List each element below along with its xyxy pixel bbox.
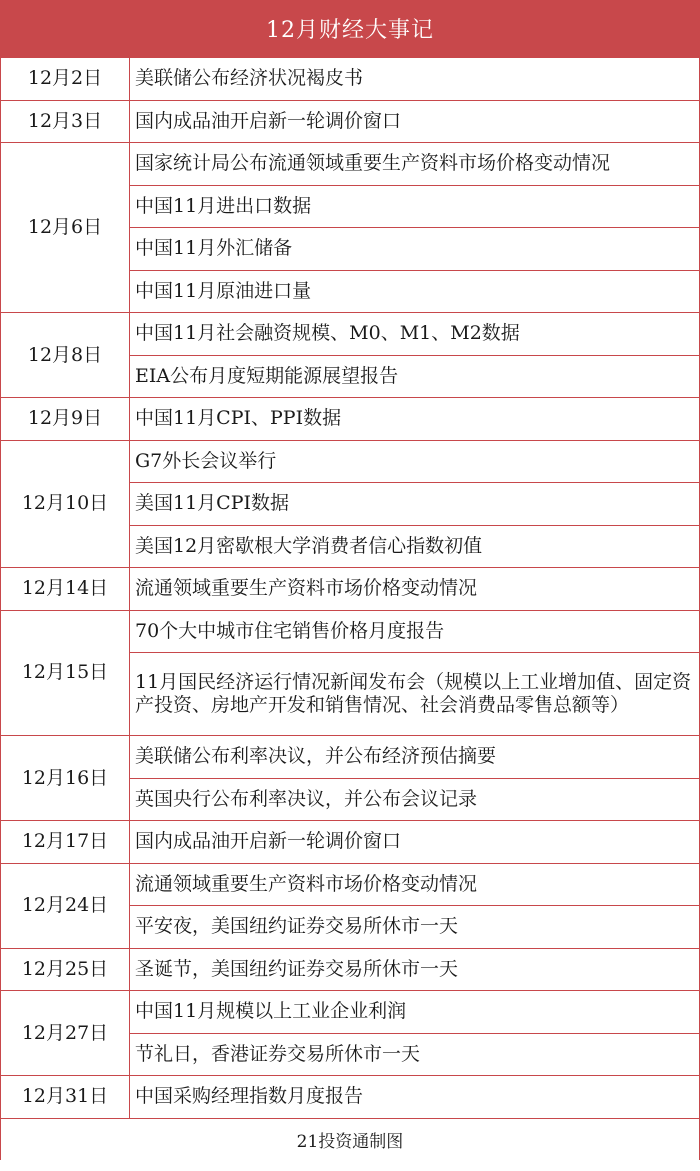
event-cell: 中国11月原油进口量 [130, 270, 700, 313]
event-cell: G7外长会议举行 [130, 440, 700, 483]
events-table-body [1, 58, 700, 1119]
event-cell: 中国11月CPI、PPI数据 [130, 398, 700, 441]
event-cell: 中国11月外汇储备 [130, 228, 700, 271]
event-cell: 11月国民经济运行情况新闻发布会（规模以上工业增加值、固定资产投资、房地产开发和销售情况、社会消费品零售总额等） [130, 653, 700, 736]
table-row [1, 398, 700, 441]
event-cell: 英国央行公布利率决议，并公布会议记录 [130, 778, 700, 821]
event-cell: 国家统计局公布流通领域重要生产资料市场价格变动情况 [130, 143, 700, 186]
table-row [1, 736, 700, 779]
event-cell: 平安夜，美国纽约证券交易所休市一天 [130, 906, 700, 949]
event-cell: 圣诞节，美国纽约证券交易所休市一天 [130, 948, 700, 991]
event-cell: 美联储公布利率决议，并公布经济预估摘要 [130, 736, 700, 779]
event-cell: 70个大中城市住宅销售价格月度报告 [130, 610, 700, 653]
date-cell: 12月16日 [1, 736, 130, 821]
event-cell: 美联储公布经济状况褐皮书 [130, 58, 700, 101]
table-row [1, 313, 700, 356]
date-cell: 12月9日 [1, 398, 130, 441]
table-row [1, 100, 700, 143]
event-cell: 中国11月社会融资规模、M0、M1、M2数据 [130, 313, 700, 356]
footer-credit: 21投资通制图 [0, 1119, 700, 1160]
event-cell: 节礼日，香港证券交易所休市一天 [130, 1033, 700, 1076]
date-cell: 12月10日 [1, 440, 130, 568]
event-cell: 中国11月规模以上工业企业利润 [130, 991, 700, 1034]
table-row [1, 143, 700, 186]
event-cell: 国内成品油开启新一轮调价窗口 [130, 100, 700, 143]
event-cell: 中国采购经理指数月度报告 [130, 1076, 700, 1119]
table-row [1, 610, 700, 653]
date-cell: 12月27日 [1, 991, 130, 1076]
date-cell: 12月31日 [1, 1076, 130, 1119]
event-cell: 美国11月CPI数据 [130, 483, 700, 526]
table-row [1, 568, 700, 611]
date-cell: 12月17日 [1, 821, 130, 864]
date-cell: 12月24日 [1, 863, 130, 948]
event-cell: 流通领域重要生产资料市场价格变动情况 [130, 568, 700, 611]
date-cell: 12月3日 [1, 100, 130, 143]
event-cell: 流通领域重要生产资料市场价格变动情况 [130, 863, 700, 906]
table-row [1, 991, 700, 1034]
page-title: 12月财经大事记 [0, 0, 700, 57]
event-cell: 美国12月密歇根大学消费者信心指数初值 [130, 525, 700, 568]
date-cell: 12月14日 [1, 568, 130, 611]
event-cell: 国内成品油开启新一轮调价窗口 [130, 821, 700, 864]
date-cell: 12月25日 [1, 948, 130, 991]
table-row [1, 948, 700, 991]
event-cell: 中国11月进出口数据 [130, 185, 700, 228]
table-row [1, 863, 700, 906]
table-row [1, 821, 700, 864]
events-table [0, 57, 700, 1119]
table-row [1, 1076, 700, 1119]
date-cell: 12月2日 [1, 58, 130, 101]
date-cell: 12月15日 [1, 610, 130, 736]
date-cell: 12月6日 [1, 143, 130, 313]
event-cell: EIA公布月度短期能源展望报告 [130, 355, 700, 398]
date-cell: 12月8日 [1, 313, 130, 398]
table-row [1, 440, 700, 483]
table-row [1, 58, 700, 101]
